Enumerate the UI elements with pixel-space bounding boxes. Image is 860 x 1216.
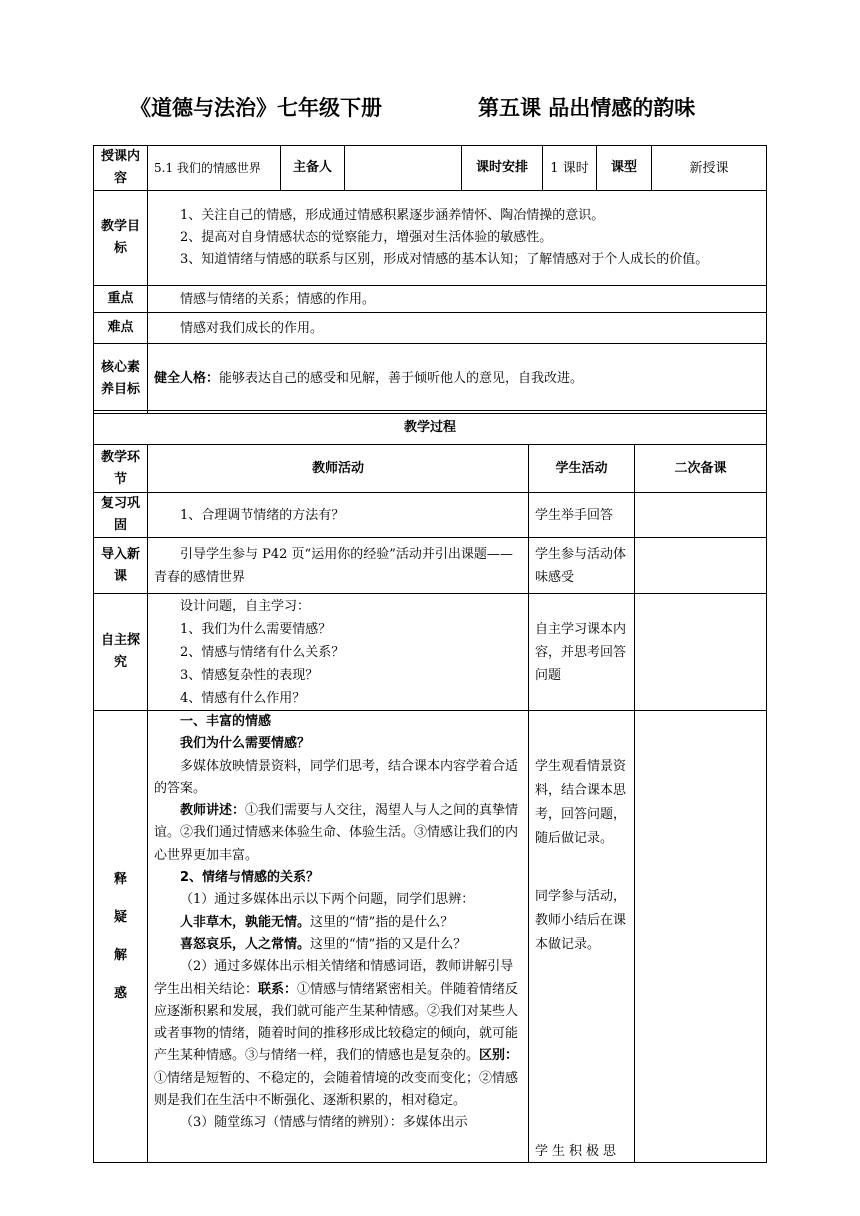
lesson-content: 5.1 我们的情感世界 [148, 146, 281, 191]
label-hours: 课时安排 [462, 146, 543, 191]
explain-paragraph: 多媒体放映情景资料，同学们思考，结合课本内容学着合适的答案。 [154, 758, 519, 796]
goal-item: 2、提高对自身情感状态的觉察能力，增强对生活体验的敏感性。 [180, 230, 553, 245]
student-note: 学生积极思 [535, 1144, 621, 1159]
label-goals: 教学目标 [94, 191, 148, 286]
student-note: 学生观看情景资料，结合课本思考，回答问题，随后做记录。 [535, 759, 627, 846]
explain-paragraph: 喜怒哀乐，人之常情。这里的“情”指的又是什么？ [180, 936, 467, 952]
question-heading: 我们为什么需要情感？ [180, 736, 311, 752]
question-heading: 2、情绪与情感的关系？ [180, 870, 320, 886]
teacher-review: 1、合理调节情绪的方法有？ [148, 493, 529, 538]
teacher-self [148, 594, 529, 711]
second-review [635, 493, 767, 538]
teacher-explain [148, 711, 529, 1163]
section-heading: 一、丰富的情感 [180, 714, 272, 729]
goals-cell [148, 191, 767, 286]
col-stage: 教学环节 [94, 445, 148, 493]
hours-value: 1 课时 [543, 146, 597, 191]
label-core: 核心素养目标 [94, 344, 148, 414]
stage-char: 释 [113, 871, 127, 887]
col-second: 二次备课 [635, 445, 767, 493]
stage-explain [94, 711, 148, 1163]
student-explain [529, 711, 635, 1163]
label-difficult: 难点 [94, 313, 148, 344]
title-right: 第五课 品出情感的韵味 [478, 96, 696, 120]
author-value [345, 146, 462, 191]
col-teacher: 教师活动 [148, 445, 529, 493]
stage-char: 解 [113, 947, 127, 963]
title-left: 《道德与法治》七年级下册 [130, 96, 382, 120]
stage-intro: 导入新课 [94, 538, 148, 594]
explain-paragraph: 人非草木，孰能无情。这里的“情”指的是什么？ [180, 914, 454, 930]
self-line: 1、我们为什么需要情感？ [180, 621, 332, 637]
label-content: 授课内容 [94, 146, 148, 191]
key-point: 情感与情绪的关系；情感的作用。 [148, 286, 767, 313]
core-bold: 健全人格： [154, 371, 220, 386]
type-value: 新授课 [652, 146, 767, 191]
student-intro: 学生参与活动体味感受 [529, 538, 635, 594]
stage-self: 自主探究 [94, 594, 148, 711]
student-self: 自主学习课本内容，并思考回答问题 [529, 594, 635, 711]
explain-paragraph: 教师讲述：①我们需要与人交往，渴望人与人之间的真挚情谊。②我们通过情感来体验生命、体验生活。③情感让我们的内心世界更加丰富。 [154, 803, 519, 863]
student-review: 学生举手回答 [529, 493, 635, 538]
self-line: 3、情感复杂性的表现？ [180, 667, 319, 683]
difficult-point: 情感对我们成长的作用。 [148, 313, 767, 344]
label-author: 主备人 [281, 146, 345, 191]
core-text: 能够表达自己的感受和见解，善于倾听他人的意见，自我改进。 [219, 371, 584, 386]
stage-review: 复习巩固 [94, 493, 148, 538]
self-line: 设计问题，自主学习： [180, 598, 311, 614]
teaching-process-table [93, 410, 767, 1163]
goal-item: 3、知道情绪与情感的联系与区别，形成对情感的基本认知；了解情感对于个人成长的价值。 [180, 252, 709, 267]
explain-paragraph: （1）通过多媒体出示以下两个问题，同学们思辨： [180, 892, 475, 908]
stage-char: 惑 [113, 985, 127, 1001]
col-student: 学生活动 [529, 445, 635, 493]
label-type: 课型 [597, 146, 652, 191]
teacher-intro: 引导学生参与 P42 页“运用你的经验”活动并引出课题——青春的感情世界 [148, 538, 529, 594]
stage-char: 疑 [113, 909, 127, 925]
second-explain [635, 711, 767, 1163]
self-line: 2、情感与情绪有什么关系？ [180, 644, 345, 660]
process-header: 教学过程 [94, 411, 767, 445]
label-key: 重点 [94, 286, 148, 313]
document-title [0, 92, 860, 122]
self-line: 4、情感有什么作用？ [180, 690, 306, 706]
explain-paragraph: （2）通过多媒体出示相关情绪和情感词语，教师讲解引导学生出相关结论：联系：①情感与情绪紧密相关。伴随着情绪反应逐渐积累和发展，我们就可能产生某种情感。②我们对某些人或者事物的情绪，随着时间的推移形成比较稳定的倾向，就可能产生某种情感。③与情绪一样，我们的情感也是复杂的。区别：①情绪是短暂的、不稳定的，会随着情境的改变而变化；②情感则是我们在生活中不断强化、逐渐积累的，相对稳定。 [154, 959, 519, 1109]
core-cell [148, 344, 767, 414]
second-self [635, 594, 767, 711]
lesson-info-table [93, 145, 767, 414]
explain-paragraph: （3）随堂练习（情感与情绪的辨别）：多媒体出示 [180, 1115, 468, 1131]
second-intro [635, 538, 767, 594]
goal-item: 1、关注自己的情感，形成通过情感积累逐步涵养情怀、陶冶情操的意识。 [180, 208, 605, 223]
student-note: 同学参与活动，教师小结后在课本做记录。 [535, 889, 627, 952]
